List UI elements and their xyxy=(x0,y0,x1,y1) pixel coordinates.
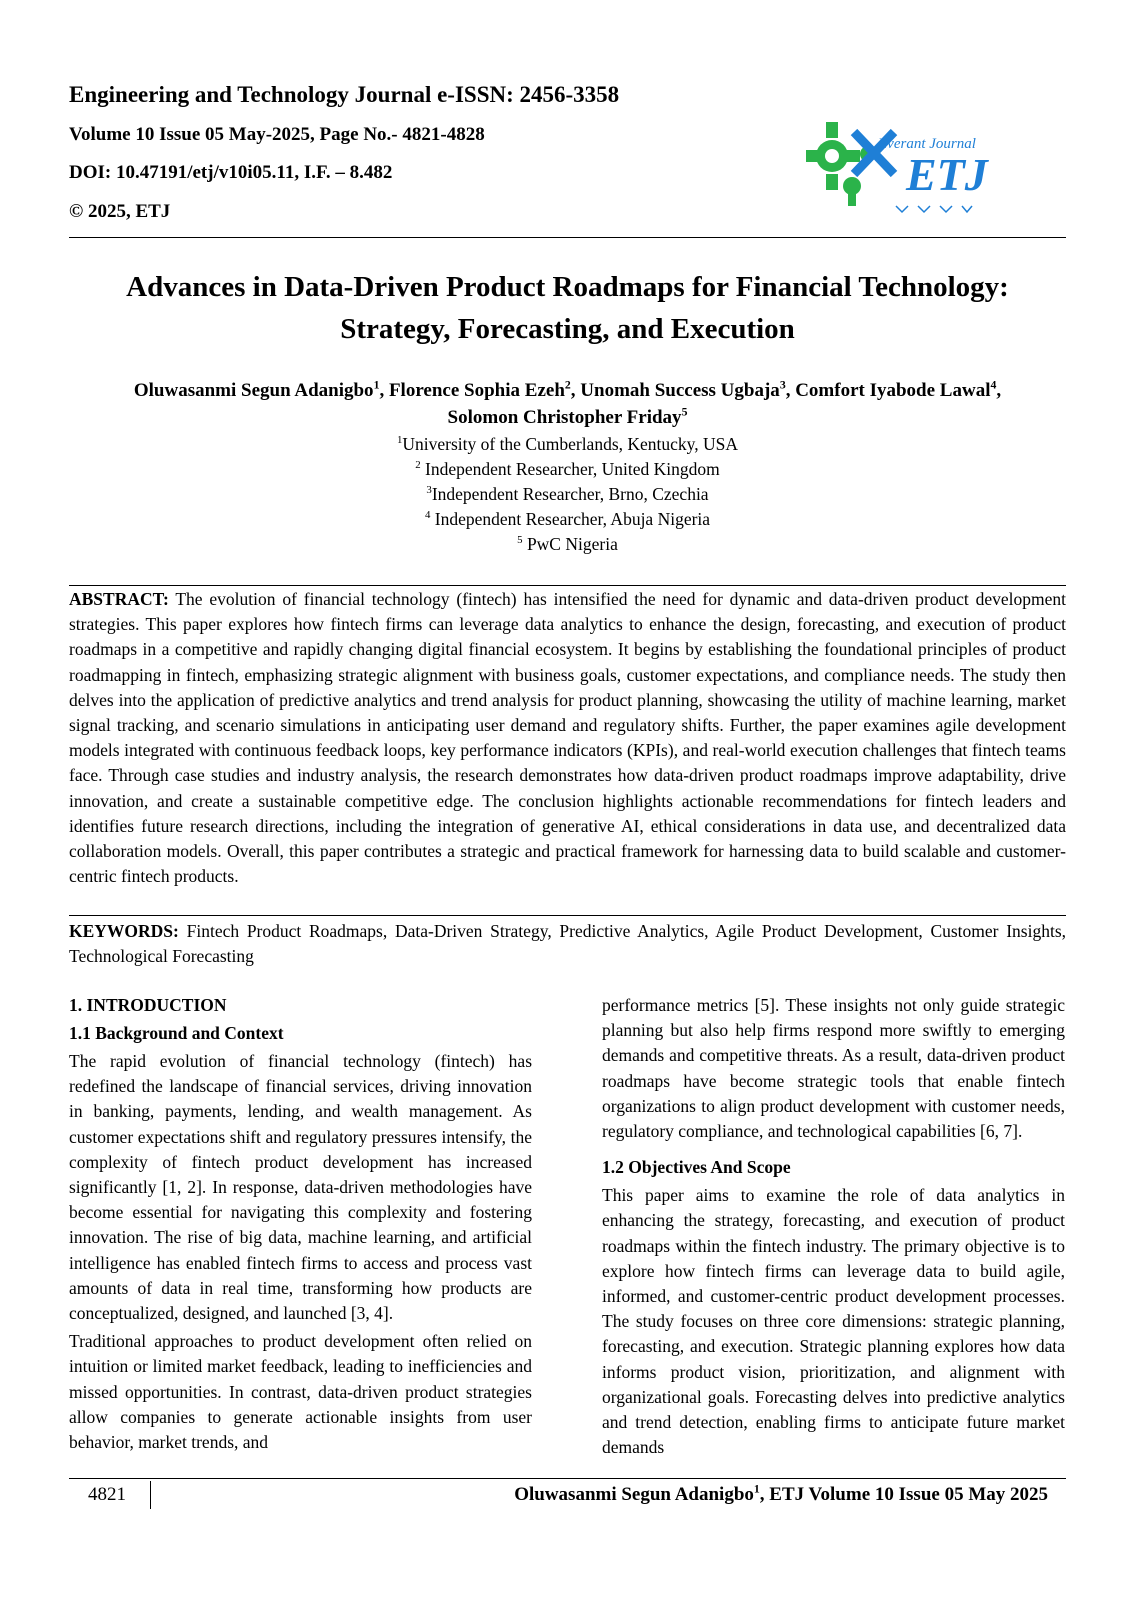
abstract-label: ABSTRACT: xyxy=(69,589,169,609)
author-name: Florence Sophia Ezeh xyxy=(388,380,565,401)
author-sup: 4 xyxy=(990,378,997,392)
abstract-bottom-rule xyxy=(69,915,1066,916)
logo-mark: ETJ xyxy=(906,149,988,200)
journal-logo xyxy=(806,114,1016,220)
page-number: 4821 xyxy=(88,1484,126,1505)
author-sup: 3 xyxy=(779,378,786,392)
author-name: Solomon Christopher Friday xyxy=(447,407,682,428)
affiliation xyxy=(69,432,1066,457)
footer-citation xyxy=(514,1484,1048,1506)
author-separator: , xyxy=(785,380,796,401)
author-name: Comfort Iyabode Lawal xyxy=(795,380,991,401)
affiliation-sup: 1 xyxy=(396,434,403,447)
paragraph: This paper aims to examine the role of data analytics in enhancing the strategy, forecasting, and execution of product roadmaps within the fintech industry. The primary objective is to explore how fintech firms can leverage data to build agile, informed, and customer-centric product development processes. The study focuses on three core dimensions: strategic planning, forecasting, and execution. Strategic planning explores how data informs product vision, prioritization, and alignment with organizational goals. Forecasting delves into predictive analytics and trend detection, enabling firms to anticipate future market demands xyxy=(602,1185,1065,1458)
author-separator: , xyxy=(379,380,389,401)
keywords-label: KEYWORDS: xyxy=(69,921,179,941)
author-sup: 1 xyxy=(373,378,380,392)
author-separator: , xyxy=(996,380,1002,401)
affiliation xyxy=(69,482,1066,507)
author-sup: 5 xyxy=(681,405,688,419)
subsection-heading: 1.2 Objectives And Scope xyxy=(602,1157,791,1178)
affiliation-text: University of the Cumberlands, Kentucky, USA xyxy=(402,434,739,454)
journal-name: Engineering and Technology Journal e-ISSN: 2456-3358 xyxy=(69,82,620,107)
affiliation-sup: 3 xyxy=(426,484,432,497)
right-column xyxy=(602,993,1065,1463)
abstract-text: The evolution of financial technology (fintech) has intensified the need for dynamic and data-driven product development strategies. This paper explores how fintech firms can leverage data analytics to enhance the design, forecasting, and execution of product roadmaps in a competitive and rapidly changing digital financial ecosystem. It begins by establishing the foundational principles of product roadmapping in fintech, emphasizing strategic alignment with business goals, customer expectations, and compliance needs. The study then delves into the application of predictive analytics and trend analysis for product planning, showcasing the utility of machine learning, market signal tracking, and scenario simulations in anticipating user demand and regulatory shifts. Further, the paper examines agile development models integrated with continuous feedback loops, key performance indicators (KPIs), and real-world execution challenges that fintech teams face. Through case studies and industry analysis, the research demonstrates how data-driven product roadmaps improve adaptability, drive innovation, and create a sustainable competitive edge. The conclusion highlights actionable recommendations for fintech leaders and identifies future research directions, including the integration of generative AI, ethical considerations in data use, and decentralized data collaboration models. Overall, this paper contributes a strategic and practical framework for harnessing data to build scalable and customer-centric fintech products. xyxy=(69,589,1066,887)
section-heading: 1. INTRODUCTION xyxy=(69,995,227,1015)
logo-caption: Everant Journal xyxy=(878,136,976,152)
affiliation xyxy=(69,457,1066,482)
affiliation-text: Independent Researcher, Brno, Czechia xyxy=(431,484,709,504)
volume-info: Volume 10 Issue 05 May-2025, Page No.- 4821-4828 xyxy=(69,124,485,145)
author-name: Oluwasanmi Segun Adanigbo xyxy=(133,380,374,401)
affiliation-text: PwC Nigeria xyxy=(522,534,618,554)
paragraph: The rapid evolution of financial technology (fintech) has redefined the landscape of financial services, driving innovation in banking, payments, lending, and wealth management. As customer expectations shift and regulatory pressures intensify, the complexity of fintech product development has increased significantly [1, 2]. In response, data-driven methodologies have become essential for navigating this complexity and fostering innovation. The rise of big data, machine learning, and artificial intelligence has enabled fintech firms to access and process vast amounts of data in real time, transforming how products are conceptualized, designed, and launched [3, 4]. xyxy=(69,1051,532,1324)
paragraph: performance metrics [5]. These insights not only guide strategic planning but also help firms respond more swiftly to emerging demands and competitive threats. As a result, data-driven product roadmaps have become strategic tools that enable fintech organizations to align product development with customer needs, regulatory compliance, and technological capabilities [6, 7]. xyxy=(602,995,1065,1142)
affiliation-sup: 5 xyxy=(517,534,523,547)
footer-separator xyxy=(150,1481,151,1509)
footer-citation-text: , ETJ Volume 10 Issue 05 May 2025 xyxy=(759,1484,1048,1505)
abstract xyxy=(69,587,1066,889)
abstract-top-rule xyxy=(69,585,1066,586)
affiliation-list xyxy=(69,432,1066,557)
doi: DOI: 10.47191/etj/v10i05.11, I.F. – 8.482 xyxy=(69,162,393,183)
author-sup: 2 xyxy=(564,378,571,392)
paragraph: Traditional approaches to product development often relied on intuition or limited market feedback, leading to inefficiencies and missed opportunities. In contrast, data-driven product strategies allow companies to generate actionable insights from user behavior, market trends, and xyxy=(69,1331,532,1453)
affiliation xyxy=(69,532,1066,557)
copyright: © 2025, ETJ xyxy=(69,201,171,222)
affiliation-text: Independent Researcher, Abuja Nigeria xyxy=(430,509,711,529)
affiliation-sup: 4 xyxy=(424,509,431,522)
left-column xyxy=(69,993,532,1458)
title-line-2: Strategy, Forecasting, and Execution xyxy=(340,313,795,345)
affiliation-text: Independent Researcher, United Kingdom xyxy=(420,459,720,479)
title-line-1: Advances in Data-Driven Product Roadmaps for Financial Technology: xyxy=(126,271,1009,303)
subsection-heading: 1.1 Background and Context xyxy=(69,1023,284,1043)
author-name: Unomah Success Ugbaja xyxy=(580,380,780,401)
footer-author: Oluwasanmi Segun Adanigbo xyxy=(514,1484,754,1505)
author-list xyxy=(69,377,1066,431)
paper-title xyxy=(69,266,1066,350)
affiliation-sup: 2 xyxy=(415,459,421,472)
keywords xyxy=(69,919,1066,969)
author-separator: , xyxy=(570,380,581,401)
footer-author-sup: 1 xyxy=(753,1482,760,1496)
footer-rule xyxy=(69,1478,1066,1479)
keywords-text: Fintech Product Roadmaps, Data-Driven Strategy, Predictive Analytics, Agile Product Development, Customer Insights, Technological Forecasting xyxy=(69,921,1067,967)
header-rule xyxy=(69,237,1066,238)
affiliation xyxy=(69,507,1066,532)
